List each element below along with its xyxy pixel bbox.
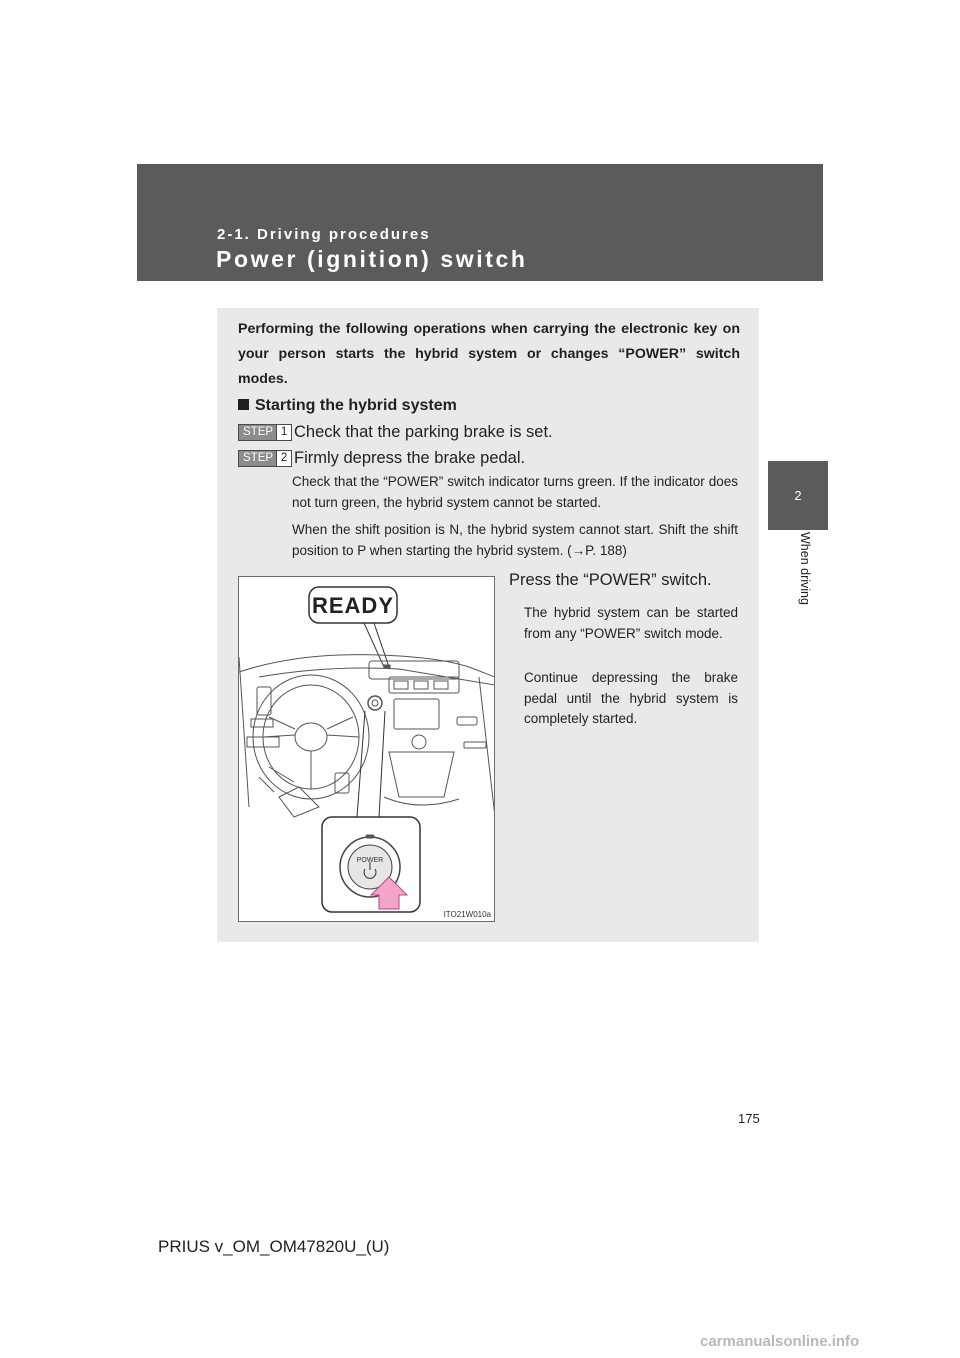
- step-badge-number: 1: [276, 425, 291, 440]
- step-3-note-1: The hybrid system can be started from any “POWER” switch mode.: [524, 605, 738, 641]
- step-badge-label: STEP: [243, 452, 274, 464]
- chapter-tab-label: When driving: [798, 532, 812, 605]
- step-2-text: Firmly depress the brake pedal.: [294, 449, 526, 467]
- subheading: [238, 397, 457, 415]
- document-id: PRIUS v_OM_OM47820U_(U): [158, 1237, 390, 1256]
- step-2-note-2: When the shift position is N, the hybrid system cannot start. Shift the shift position to P when starting the hybrid system. (→P. 188): [292, 522, 738, 558]
- square-bullet-icon: [238, 399, 249, 410]
- section-label: 2-1. Driving procedures: [217, 226, 431, 243]
- power-switch-label: POWER: [356, 857, 384, 864]
- watermark: carmanualsonline.info: [700, 1333, 860, 1350]
- page-title: Power (ignition) switch: [216, 246, 528, 272]
- subheading-text: Starting the hybrid system: [255, 397, 457, 414]
- step-badge-2: [238, 450, 292, 467]
- chapter-tab-number: 2: [794, 488, 802, 503]
- intro-paragraph: Performing the following operations when carrying the electronic key on your person starts the hybrid system or changes “POWER” switch modes.: [238, 321, 740, 387]
- illustration-code: ITO21W010a: [443, 910, 491, 919]
- step-badge-label: STEP: [243, 426, 274, 438]
- step-3-note-2: Continue depressing the brake pedal until the hybrid system is completely started.: [524, 670, 738, 726]
- step-badge-number: 2: [276, 451, 291, 466]
- step-1-text: Check that the parking brake is set.: [294, 423, 553, 441]
- step-2-note-1: Check that the “POWER” switch indicator turns green. If the indicator does not turn green, the hybrid system cannot be started.: [292, 474, 738, 510]
- dashboard-illustration: [238, 576, 495, 922]
- page-number: 175: [738, 1111, 760, 1126]
- step-3-text: Press the “POWER” switch.: [509, 571, 712, 589]
- step-badge-1: [238, 424, 292, 441]
- chapter-tab[interactable]: [768, 461, 828, 530]
- dashboard-drawing: [239, 577, 495, 922]
- ready-indicator-label: READY: [311, 593, 395, 618]
